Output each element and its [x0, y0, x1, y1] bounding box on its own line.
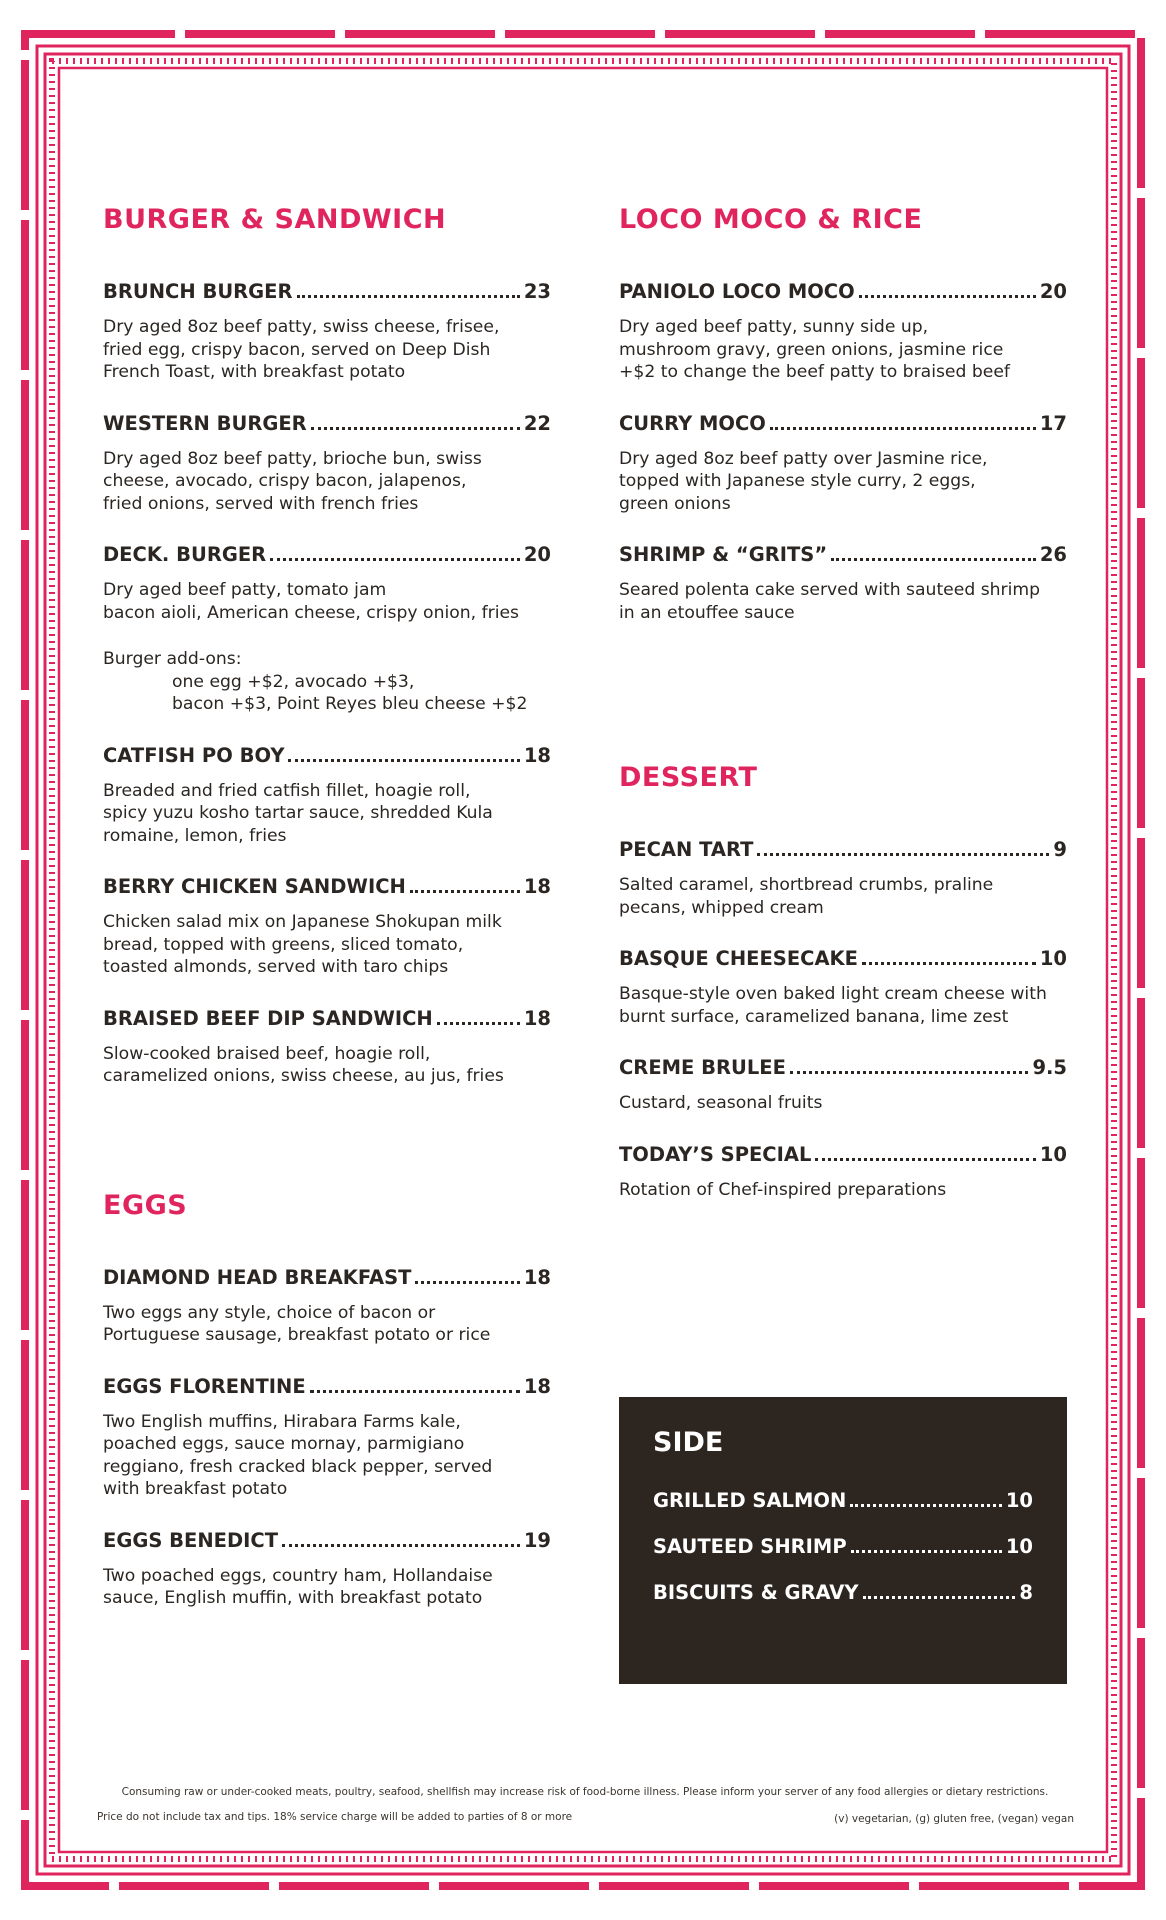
- item-price: 8: [1019, 1581, 1033, 1604]
- item-description: Chicken salad mix on Japanese Shokupan milk bread, topped with greens, sliced tomato, toasted almonds, served with taro chips: [103, 912, 502, 977]
- side-item: [653, 1487, 1033, 1515]
- right-column: [619, 200, 1067, 1227]
- section-title: EGGS: [103, 1189, 188, 1221]
- item-description: Dry aged 8oz beef patty, brioche bun, swiss cheese, avocado, crispy bacon, jalapenos, fried onions, served with french fries: [103, 448, 482, 514]
- dot-leader: [297, 295, 520, 298]
- item-name: CREME BRULEE: [619, 1056, 786, 1079]
- footer-prices-note: Price do not include tax and tips. 18% service charge will be added to parties of 8 or more: [97, 1811, 573, 1823]
- item-description: Dry aged beef patty, tomato jam bacon aioli, American cheese, crispy onion, fries: [103, 580, 519, 623]
- dot-leader: [859, 295, 1036, 298]
- section-loco-moco: [619, 200, 1067, 624]
- menu-item: [103, 1264, 551, 1347]
- item-description: Two poached eggs, country ham, Hollandaise sauce, English muffin, with breakfast potato: [103, 1565, 493, 1608]
- item-price: 9: [1053, 838, 1067, 861]
- item-price: 18: [523, 1265, 551, 1289]
- menu-item: [103, 541, 551, 624]
- item-description: Seared polenta cake served with sauteed shrimp in an etouffee sauce: [619, 580, 1041, 623]
- section-title: DESSERT: [619, 762, 758, 793]
- item-description: Dry aged 8oz beef patty over Jasmine rice, topped with Japanese style curry, 2 eggs, green onions: [619, 448, 988, 514]
- dot-leader: [288, 759, 519, 762]
- item-name: SAUTEED SHRIMP: [653, 1535, 847, 1558]
- dot-leader: [831, 558, 1036, 561]
- menu-item: [619, 836, 1067, 919]
- item-description: Basque-style oven baked light cream cheese with burnt surface, caramelized banana, lime zest: [619, 984, 1047, 1027]
- burger-addons: [103, 648, 551, 716]
- item-name: BRAISED BEEF DIP SANDWICH: [103, 1006, 433, 1030]
- dot-leader: [270, 558, 520, 561]
- menu-item: [619, 541, 1067, 624]
- menu-item: [103, 742, 551, 848]
- item-description: Salted caramel, shortbread crumbs, praline pecans, whipped cream: [619, 875, 994, 918]
- section-title: LOCO MOCO & RICE: [619, 204, 923, 235]
- addons-label: Burger add-ons:: [103, 649, 242, 669]
- dot-leader: [410, 890, 520, 893]
- item-price: 10: [1039, 947, 1067, 970]
- dot-leader: [851, 1550, 1002, 1553]
- item-name: BASQUE CHEESECAKE: [619, 947, 858, 970]
- dot-leader: [862, 962, 1036, 965]
- addons-text: one egg +$2, avocado +$3, bacon +$3, Point Reyes bleu cheese +$2: [172, 671, 528, 714]
- item-name: BRUNCH BURGER: [103, 280, 293, 303]
- item-name: TODAY’S SPECIAL: [619, 1142, 812, 1166]
- item-description: Custard, seasonal fruits: [619, 1093, 823, 1113]
- item-name: EGGS BENEDICT: [103, 1528, 279, 1552]
- item-price: 10: [1005, 1489, 1033, 1512]
- section-eggs: [103, 1186, 551, 1610]
- dot-leader: [790, 1071, 1029, 1074]
- dot-leader: [770, 427, 1036, 430]
- dot-leader: [437, 1022, 520, 1025]
- side-item: [653, 1579, 1033, 1607]
- section-dessert: [619, 758, 1067, 1201]
- item-name: BISCUITS & GRAVY: [653, 1581, 859, 1604]
- item-price: 20: [523, 543, 551, 566]
- item-description: Dry aged beef patty, sunny side up, mushroom gravy, green onions, jasmine rice +$2 to change the beef patty to braised beef: [619, 317, 1010, 382]
- section-burger-sandwich: [103, 200, 551, 1088]
- item-name: CURRY MOCO: [619, 411, 766, 435]
- item-name: PECAN TART: [619, 838, 754, 861]
- menu-item: [619, 278, 1067, 384]
- item-description: Slow-cooked braised beef, hoagie roll, caramelized onions, swiss cheese, au jus, fries: [103, 1043, 504, 1086]
- item-price: 22: [523, 411, 551, 435]
- menu-item: [103, 873, 551, 979]
- dot-leader: [850, 1504, 1002, 1507]
- item-price: 18: [523, 1374, 551, 1398]
- item-price: 18: [523, 875, 551, 898]
- item-description: Breaded and fried catfish fillet, hoagie roll, spicy yuzu kosho tartar sauce, shredded Kula romaine, lemon, fries: [103, 780, 493, 846]
- item-name: GRILLED SALMON: [653, 1489, 847, 1512]
- item-price: 10: [1039, 1142, 1067, 1166]
- item-description: Rotation of Chef-inspired preparations: [619, 1179, 947, 1200]
- dot-leader: [757, 853, 1049, 856]
- menu-item: [619, 1054, 1067, 1115]
- item-description: Dry aged 8oz beef patty, swiss cheese, frisee, fried egg, crispy bacon, served on Deep Dish French Toast, with breakfast potato: [103, 317, 500, 382]
- item-price: 26: [1039, 543, 1067, 566]
- item-name: DECK. BURGER: [103, 543, 267, 566]
- item-name: EGGS FLORENTINE: [103, 1374, 306, 1398]
- dot-leader: [815, 1158, 1035, 1161]
- section-title: BURGER & SANDWICH: [103, 204, 447, 235]
- menu-item: [103, 1373, 551, 1501]
- menu-item: [619, 1141, 1067, 1202]
- item-description: Two eggs any style, choice of bacon or Portuguese sausage, breakfast potato or rice: [103, 1302, 491, 1345]
- item-price: 18: [523, 1006, 551, 1030]
- left-column: [103, 200, 551, 1636]
- side-box: [619, 1397, 1067, 1684]
- footer-diet-legend: (v) vegetarian, (g) gluten free, (vegan) vegan: [834, 1813, 1074, 1825]
- item-name: BERRY CHICKEN SANDWICH: [103, 875, 406, 898]
- item-price: 9.5: [1032, 1056, 1067, 1079]
- menu-item: [103, 1005, 551, 1088]
- item-price: 10: [1005, 1535, 1033, 1558]
- item-name: CATFISH PO BOY: [103, 743, 285, 767]
- item-name: SHRIMP & “GRITS”: [619, 543, 828, 566]
- dot-leader: [863, 1596, 1016, 1599]
- dot-leader: [311, 427, 520, 430]
- item-price: 17: [1039, 411, 1067, 435]
- footer-warning: Consuming raw or under-cooked meats, poultry, seafood, shellfish may increase risk of food-borne illness. Please inform your server of any food allergies or dietary restrictions.: [121, 1786, 1049, 1798]
- menu-item: [103, 278, 551, 384]
- menu-item: [619, 410, 1067, 516]
- item-name: WESTERN BURGER: [103, 411, 307, 435]
- dot-leader: [282, 1544, 520, 1547]
- item-description: Two English muffins, Hirabara Farms kale, poached eggs, sauce mornay, parmigiano reggiano, fresh cracked black pepper, served with breakfast potato: [103, 1411, 493, 1499]
- item-price: 23: [523, 280, 551, 303]
- item-name: PANIOLO LOCO MOCO: [619, 280, 855, 303]
- dot-leader: [415, 1281, 519, 1284]
- dot-leader: [310, 1390, 520, 1393]
- item-price: 19: [523, 1528, 551, 1552]
- menu-item: [619, 945, 1067, 1028]
- item-price: 20: [1039, 280, 1067, 303]
- item-name: DIAMOND HEAD BREAKFAST: [103, 1265, 412, 1289]
- menu-item: [103, 1527, 551, 1610]
- side-item: [653, 1533, 1033, 1561]
- menu-item: [103, 410, 551, 516]
- item-price: 18: [523, 743, 551, 767]
- side-title: SIDE: [653, 1427, 724, 1458]
